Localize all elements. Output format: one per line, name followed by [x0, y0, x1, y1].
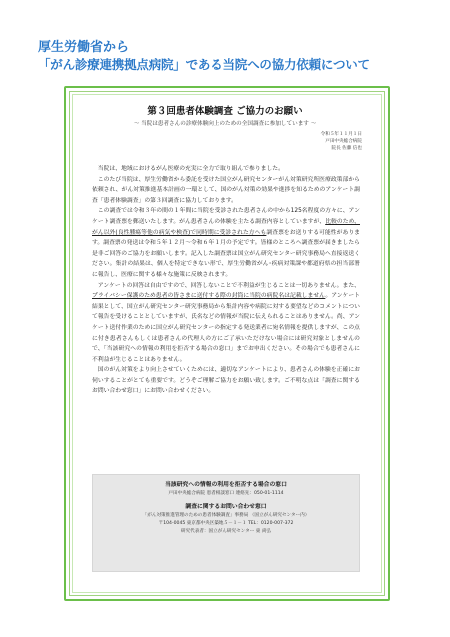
inquiry-contact-representative: 研究代表者：国立がん研究センター 東 尚弘 — [180, 529, 272, 534]
body-paragraph — [92, 175, 360, 207]
body-text-segment: 当院は、地域におけるがん医療の充実に全力で取り組んで参りました。 — [97, 166, 284, 172]
body-text-segment: 国のがん対策をより向上させていくためには、適切なアンケートにより、患者さんの体験を正確にお伺いすることがとても重要です。どうぞご理解ご協力をお願い致します。ご不明な点は「調査に関するお問い合わせ窓口」にお問い合わせください。 — [92, 367, 360, 395]
inquiry-contact-address-tel — [93, 520, 359, 528]
body-text-segment: この調査では令和３年の間の１年間に当院を受診された患者さんの中から125名程度の方々に、アンケート調査票を郵送いたします。がん患者さんの体験を主たる調査内容としていますが、 — [92, 208, 360, 225]
body-paragraph — [92, 164, 360, 175]
body-text-segment: このたび当院は、厚生労働省から委託を受けた国立がん研究センターがん対策研究所医療政策部から依頼され、がん対策推進基本計画の一環として、国のがん対策の効果や進捗を知るためのアンケート調査「患者体験調査」の第３回調査に協力しております。 — [92, 176, 360, 204]
document-date: 令和５年１１月１日 — [320, 132, 362, 137]
body-paragraph — [92, 365, 360, 397]
inquiry-contact-address: 〒104-0045 東京都中央区築地５－１－１ — [158, 521, 247, 526]
inquiry-contact-heading: 調査に関するお問い合わせ窓口 — [185, 504, 267, 510]
inquiry-contact-tel: TEL：0120-007-372 — [247, 521, 294, 526]
body-paragraph — [92, 206, 360, 280]
refusal-contact-line: 戸田中央総合病院 患者相談窓口 連絡先：050-01-1114 — [168, 491, 284, 496]
contact-box — [92, 474, 360, 572]
body-paragraph — [92, 281, 360, 366]
refusal-contact-heading: 当該研究への情報の利用を拒否する場合の窓口 — [165, 482, 287, 488]
document-organization: 戸田中央総合病院 — [325, 139, 362, 144]
body-text-segment: 調査票をお送りする可能性があります。調査票の発送は令和５年１２月～令和６年１月の予定です。皆様のところへ調査票が届きましたら是非ご回答のご協力をお願いします。記入した調査票は国立がん研究センター研究事務局へ直接返送ください。集計の結果は、個人を特定できない形で、厚生労働省がん･疾病対策課や都道府県の担当部署に報告し、医療に関する様々な施策に反映されます。 — [92, 229, 360, 278]
body-underlined-text: 比較のため、がん以外(良性腫瘍等他の病気や検査)で同時期に受診された方へも — [92, 218, 360, 236]
document-subtitle: ～ 当院は患者さんの診療体験向上のための全国調査に参加しています ～ — [133, 121, 317, 127]
body-text-segment: 。アンケート結果として、国立がん研究センター研究事務局から集計内容や病院に対する要望などのコメントについて報告を受けることとしていますが、氏名などの情報が当院に伝えられることはありません。尚、アンケート送付作業のために国立がん研究センターの指定する発送業者に宛名情報を提供しますが、この点に付き患者さんもしくは患者さんの代理人の方にご了承いただけない場合には研究対象としませんので、「当該研究への情報の利用を拒否する場合の窓口」までお申出ください。その場合でも患者さんに不利益が生じることはありません。 — [92, 293, 360, 363]
document-body — [92, 164, 360, 397]
body-text-segment: アンケートの回答は自由ですので、回答しないことで不利益が生じることは一切ありません。また、 — [97, 282, 360, 289]
document-title: 第３回患者体験調査 ご協力のお願い — [147, 106, 303, 117]
header-title-line2: 「がん診療連携拠点病院」である当院への協力依頼について — [38, 57, 370, 72]
document-signatory: 院長 佐藤 信也 — [331, 146, 362, 151]
body-underlined-text: プライバシー保護のため患者の皆さまに送付する際の封筒に当院の病院名は記載しません — [92, 293, 326, 300]
header-title-line1: 厚生労働省から — [38, 40, 130, 55]
inquiry-contact-org: 「がん対策推進管理のための患者体験調査」事務局 （国立がん研究センター内） — [142, 513, 310, 518]
